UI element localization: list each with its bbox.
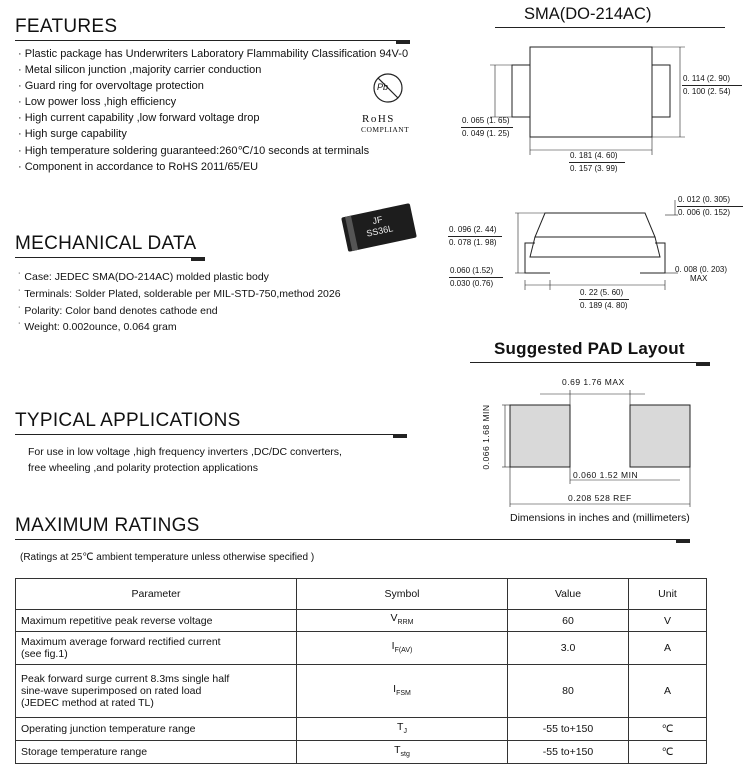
symbol-subscript: F(AV) bbox=[394, 646, 413, 654]
features-title: FEATURES bbox=[15, 16, 118, 37]
ratings-rule bbox=[15, 539, 690, 540]
applications-text bbox=[28, 444, 342, 476]
row-value: 80 bbox=[508, 665, 629, 718]
applications-line-2: free wheeling ,and polarity protection applications bbox=[28, 462, 258, 474]
features-rule bbox=[15, 40, 410, 41]
row-value: -55 to+150 bbox=[508, 741, 629, 764]
table-row bbox=[16, 741, 707, 764]
table-row bbox=[16, 632, 707, 665]
feature-item: · Metal silicon junction ,majority carrier conduction bbox=[18, 62, 448, 78]
symbol-letter: I bbox=[393, 682, 397, 695]
pad-title-rule bbox=[470, 362, 710, 363]
header-parameter: Parameter bbox=[16, 579, 297, 610]
dim-body-max: 0. 181 (4. 60) bbox=[570, 151, 618, 160]
feature-item: · High surge capability bbox=[18, 126, 448, 142]
param-line: Operating junction temperature range bbox=[21, 723, 196, 736]
mechanical-rule-tab bbox=[191, 257, 205, 261]
table-header-row bbox=[16, 579, 707, 610]
mechanical-rule bbox=[15, 257, 205, 258]
pad-layout-diagram bbox=[480, 372, 710, 512]
row-symbol bbox=[297, 741, 508, 764]
feature-item: · High current capability ,low forward voltage drop bbox=[18, 110, 448, 126]
table-row bbox=[16, 665, 707, 718]
mechanical-item: ˙ Weight: 0.002ounce, 0.064 gram bbox=[18, 319, 448, 336]
pad-title-rule-tab bbox=[696, 362, 710, 366]
dim-height-max: 0. 114 (2. 90) bbox=[683, 74, 730, 83]
feature-item: · High temperature soldering guaranteed:260℃/10 seconds at terminals bbox=[18, 143, 448, 159]
dim-divider bbox=[682, 85, 742, 86]
dim-body-min: 0. 157 (3. 99) bbox=[570, 164, 618, 173]
dim-foot-min: 0.030 (0.76) bbox=[450, 279, 494, 288]
dim-divider bbox=[448, 236, 502, 237]
param-line: (JEDEC method at rated TL) bbox=[21, 697, 154, 710]
symbol-subscript: stg bbox=[400, 750, 410, 758]
param-line: Storage temperature range bbox=[21, 746, 148, 759]
dim-divider bbox=[579, 299, 629, 300]
dim-standoff-max: 0. 008 (0. 203) bbox=[675, 265, 728, 274]
header-symbol: Symbol bbox=[297, 579, 508, 610]
row-parameter bbox=[16, 610, 297, 632]
param-line: (see fig.1) bbox=[21, 648, 68, 661]
row-symbol bbox=[297, 718, 508, 741]
row-parameter bbox=[16, 741, 297, 764]
pad-dim-left: 0.066 1.68 MIN bbox=[481, 404, 491, 470]
row-symbol bbox=[297, 665, 508, 718]
param-line: Maximum average forward rectified current bbox=[21, 636, 221, 649]
dim-divider bbox=[677, 206, 743, 207]
dim-standoff-max-word: MAX bbox=[690, 274, 708, 283]
feature-item: · Low power loss ,high efficiency bbox=[18, 94, 448, 110]
chip-marking-part: SS36L bbox=[365, 223, 394, 239]
header-unit: Unit bbox=[629, 579, 707, 610]
mechanical-title: MECHANICAL DATA bbox=[15, 233, 197, 254]
pad-title: Suggested PAD Layout bbox=[494, 339, 685, 358]
rohs-compliant: COMPLIANT bbox=[361, 125, 410, 134]
chip-marking-brand: JF bbox=[371, 214, 384, 227]
dim-foot-max: 0.060 (1.52) bbox=[450, 266, 494, 275]
pad-dim-mid: 0.060 1.52 MIN bbox=[573, 470, 639, 480]
dim-total-max: 0. 22 (5. 60) bbox=[580, 288, 624, 297]
rohs-logo bbox=[360, 68, 430, 138]
ratings-note: (Ratings at 25℃ ambient temperature unless otherwise specified ) bbox=[20, 552, 315, 563]
symbol-letter: T bbox=[394, 743, 401, 756]
row-parameter bbox=[16, 718, 297, 741]
dim-lead-max: 0. 065 (1. 65) bbox=[462, 116, 510, 125]
rohs-pb: Pb bbox=[377, 82, 389, 92]
applications-rule bbox=[15, 434, 407, 435]
row-unit: ℃ bbox=[629, 741, 707, 764]
ratings-table bbox=[15, 578, 707, 764]
table-row bbox=[16, 610, 707, 632]
pad-caption: Dimensions in inches and (millimeters) bbox=[510, 512, 690, 524]
mechanical-item: ˙ Case: JEDEC SMA(DO-214AC) molded plastic body bbox=[18, 269, 448, 286]
applications-title: TYPICAL APPLICATIONS bbox=[15, 410, 241, 431]
dim-side-max: 0. 096 (2. 44) bbox=[449, 225, 497, 234]
mechanical-item: ˙ Terminals: Solder Plated, solderable per MIL-STD-750,method 2026 bbox=[18, 286, 448, 303]
row-unit: V bbox=[629, 610, 707, 632]
feature-item: · Plastic package has Underwriters Laboratory Flammability Classification 94V-0 bbox=[18, 46, 448, 62]
param-line: Peak forward surge current 8.3ms single half bbox=[21, 673, 230, 686]
dim-divider bbox=[449, 277, 503, 278]
dim-side-min: 0. 078 (1. 98) bbox=[449, 238, 497, 247]
row-value: -55 to+150 bbox=[508, 718, 629, 741]
dim-divider bbox=[569, 162, 625, 163]
symbol-subscript: FSM bbox=[396, 689, 411, 697]
feature-item: · Guard ring for overvoltage protection bbox=[18, 78, 448, 94]
symbol-letter: V bbox=[390, 612, 398, 624]
mechanical-item: ˙ Polarity: Color band denotes cathode end bbox=[18, 303, 448, 320]
dim-thickness-max: 0. 012 (0. 305) bbox=[678, 195, 731, 204]
symbol-letter: I bbox=[391, 639, 395, 652]
row-value: 60 bbox=[508, 610, 629, 632]
row-unit: A bbox=[629, 665, 707, 718]
pad-dim-top: 0.69 1.76 MAX bbox=[562, 377, 625, 387]
dim-thickness-min: 0. 006 (0. 152) bbox=[678, 208, 731, 217]
symbol-letter: T bbox=[397, 720, 404, 733]
param-line: sine-wave superimposed on rated load bbox=[21, 685, 202, 698]
symbol-subscript: RRM bbox=[397, 619, 414, 627]
applications-line-1: For use in low voltage ,high frequency inverters ,DC/DC converters, bbox=[28, 446, 342, 458]
header-value: Value bbox=[508, 579, 629, 610]
features-rule-tab bbox=[396, 40, 410, 44]
feature-item: · Component in accordance to RoHS 2011/65/EU bbox=[18, 159, 448, 175]
applications-rule-tab bbox=[393, 434, 407, 438]
row-symbol bbox=[297, 610, 508, 632]
dim-divider bbox=[461, 127, 513, 128]
row-symbol bbox=[297, 632, 508, 665]
package-title: SMA(DO-214AC) bbox=[524, 5, 652, 23]
symbol-subscript: J bbox=[403, 727, 407, 735]
ratings-rule-tab bbox=[676, 539, 690, 543]
dim-height-min: 0. 100 (2. 54) bbox=[683, 87, 731, 96]
rohs-text: RoHS bbox=[362, 113, 395, 125]
row-parameter bbox=[16, 632, 297, 665]
dim-total-min: 0. 189 (4. 80) bbox=[580, 301, 628, 310]
row-value: 3.0 bbox=[508, 632, 629, 665]
row-unit: ℃ bbox=[629, 718, 707, 741]
package-title-rule bbox=[495, 27, 725, 28]
param-line: Maximum repetitive peak reverse voltage bbox=[21, 614, 213, 627]
row-parameter bbox=[16, 665, 297, 718]
row-unit: A bbox=[629, 632, 707, 665]
pad-dim-bottom: 0.208 528 REF bbox=[568, 493, 632, 503]
dim-lead-min: 0. 049 (1. 25) bbox=[462, 129, 510, 138]
diode-chip-image bbox=[341, 203, 417, 252]
table-row bbox=[16, 718, 707, 741]
ratings-title: MAXIMUM RATINGS bbox=[15, 515, 200, 536]
mechanical-list bbox=[18, 269, 448, 336]
